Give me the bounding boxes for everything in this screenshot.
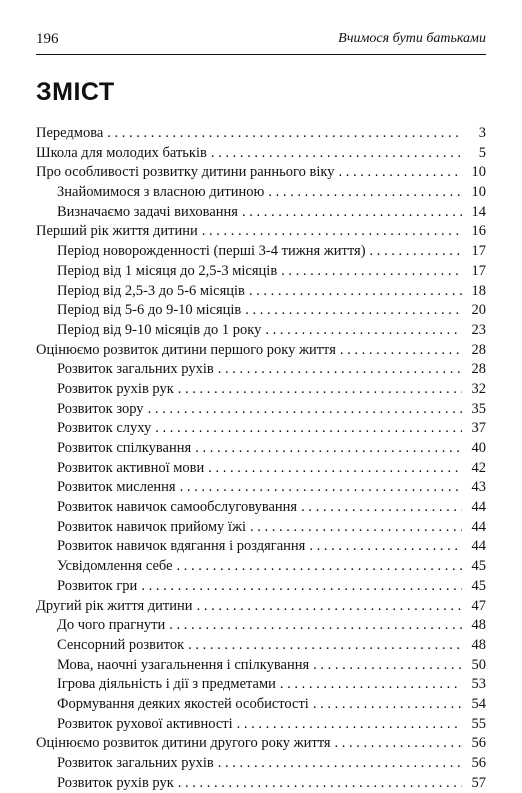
toc-entry[interactable] xyxy=(36,695,486,715)
dot-leader xyxy=(309,537,462,557)
toc-entry-title: Період новорожденності (перші 3-4 тижня життя) xyxy=(57,243,366,260)
toc-entry-page: 53 xyxy=(471,676,486,693)
dot-leader xyxy=(340,341,462,361)
table-of-contents xyxy=(36,124,486,793)
dot-leader xyxy=(242,203,462,223)
toc-entry-title: Ігрова діяльність і дії з предметами xyxy=(57,676,276,693)
toc-entry[interactable] xyxy=(36,321,486,341)
toc-entry-title: Період від 5-6 до 9-10 місяців xyxy=(57,302,242,319)
toc-entry-page: 45 xyxy=(471,558,486,575)
dot-leader xyxy=(249,282,462,302)
toc-entry-title: Перший рік життя дитини xyxy=(36,223,198,240)
toc-entry-page: 40 xyxy=(471,440,486,456)
toc-entry[interactable] xyxy=(36,222,486,242)
dot-leader xyxy=(245,301,462,321)
toc-entry-title: Про особливості розвитку дитини раннього віку xyxy=(36,164,335,181)
toc-entry[interactable] xyxy=(36,341,486,361)
toc-entry[interactable] xyxy=(36,242,486,262)
toc-entry-title: Розвиток зору xyxy=(57,400,144,417)
toc-entry-title: Розвиток рухової активності xyxy=(57,715,233,732)
toc-entry-page: 32 xyxy=(471,380,486,397)
toc-entry-page: 28 xyxy=(471,361,486,378)
toc-entry[interactable] xyxy=(36,675,486,695)
dot-leader xyxy=(141,577,462,597)
page-number: 196 xyxy=(36,31,59,47)
dot-leader xyxy=(180,478,462,498)
toc-entry-page: 23 xyxy=(471,321,486,338)
toc-entry-page: 17 xyxy=(471,262,486,279)
toc-entry-title: Розвиток мислення xyxy=(57,479,176,496)
dot-leader xyxy=(237,715,462,735)
toc-entry-title: Період від 1 місяця до 2,5-3 місяців xyxy=(57,262,278,279)
toc-entry-page: 50 xyxy=(471,656,486,673)
toc-entry-page: 10 xyxy=(471,184,486,201)
toc-entry-title: Визначаємо задачі виховання xyxy=(57,203,238,220)
toc-entry[interactable] xyxy=(36,282,486,302)
dot-leader xyxy=(208,459,462,479)
dot-leader xyxy=(178,774,462,793)
toc-entry[interactable] xyxy=(36,419,486,439)
page-header xyxy=(36,28,486,55)
toc-entry[interactable] xyxy=(36,163,486,183)
toc-entry-page: 28 xyxy=(471,341,486,358)
toc-entry-title: Оцінюємо розвиток дитини другого року життя xyxy=(36,735,331,752)
toc-entry-title: Оцінюємо розвиток дитини першого року життя xyxy=(36,341,336,358)
toc-entry-title: Мова, наочні узагальнення і спілкування xyxy=(57,656,310,673)
toc-entry-title: Період від 9-10 місяців до 1 року xyxy=(57,321,262,338)
toc-entry[interactable] xyxy=(36,597,486,617)
dot-leader xyxy=(280,675,462,695)
toc-entry[interactable] xyxy=(36,774,486,793)
toc-entry-title: Розвиток загальних рухів xyxy=(57,755,214,771)
toc-entry-title: Розвиток гри xyxy=(57,577,138,594)
toc-entry-page: 57 xyxy=(471,774,486,791)
toc-entry-page: 56 xyxy=(471,755,486,771)
toc-entry-title: Розвиток слуху xyxy=(57,420,152,437)
toc-entry[interactable] xyxy=(36,498,486,518)
toc-entry[interactable] xyxy=(36,715,486,735)
toc-entry-title: Знайомимося з власною дитиною xyxy=(57,184,265,201)
toc-entry[interactable] xyxy=(36,734,486,754)
toc-entry-title: Розвиток спілкування xyxy=(57,440,192,456)
toc-entry-page: 44 xyxy=(471,538,486,555)
toc-entry-page: 44 xyxy=(471,499,486,516)
toc-entry-title: Розвиток рухів рук xyxy=(57,380,174,397)
toc-entry-title: Розвиток навичок вдягання і роздягання xyxy=(57,538,306,555)
dot-leader xyxy=(218,754,462,774)
toc-entry-title: Формування деяких якостей особистості xyxy=(57,695,309,712)
dot-leader xyxy=(265,321,462,341)
toc-entry-title: Розвиток активної мови xyxy=(57,459,205,476)
dot-leader xyxy=(148,400,462,420)
dot-leader xyxy=(370,242,462,262)
toc-entry[interactable] xyxy=(36,478,486,498)
dot-leader xyxy=(107,124,462,144)
toc-entry[interactable] xyxy=(36,656,486,676)
toc-entry-page: 16 xyxy=(471,223,486,240)
dot-leader xyxy=(195,439,462,459)
toc-entry[interactable] xyxy=(36,301,486,321)
dot-leader xyxy=(177,557,462,577)
toc-entry-page: 56 xyxy=(471,735,486,752)
toc-entry-page: 47 xyxy=(471,597,486,614)
toc-entry-page: 44 xyxy=(471,518,486,535)
toc-entry-page: 20 xyxy=(471,302,486,319)
toc-entry-title: Школа для молодих батьків xyxy=(36,144,207,161)
toc-entry-title: Сенсорний розвиток xyxy=(57,636,185,653)
toc-entry[interactable] xyxy=(36,124,486,144)
toc-entry[interactable] xyxy=(36,380,486,400)
toc-entry-page: 43 xyxy=(471,479,486,496)
toc-entry-page: 5 xyxy=(478,144,486,161)
running-title: Вчимося бути батьками xyxy=(338,31,486,46)
toc-entry-title: Розвиток навичок самообслуговування xyxy=(57,499,298,516)
toc-entry-page: 42 xyxy=(471,459,486,476)
dot-leader xyxy=(197,597,462,617)
dot-leader xyxy=(313,695,462,715)
toc-entry[interactable] xyxy=(36,400,486,420)
toc-entry[interactable] xyxy=(36,616,486,636)
toc-entry-page: 37 xyxy=(471,420,486,437)
dot-leader xyxy=(338,163,462,183)
toc-entry[interactable] xyxy=(36,203,486,223)
dot-leader xyxy=(202,222,462,242)
dot-leader xyxy=(178,380,462,400)
toc-entry[interactable] xyxy=(36,360,486,380)
toc-entry-page: 10 xyxy=(471,164,486,181)
toc-entry-page: 45 xyxy=(471,577,486,594)
toc-entry[interactable] xyxy=(36,636,486,656)
dot-leader xyxy=(268,183,462,203)
toc-entry[interactable] xyxy=(36,144,486,164)
dot-leader xyxy=(335,734,462,754)
toc-entry-page: 48 xyxy=(471,617,486,634)
toc-entry[interactable] xyxy=(36,439,486,459)
toc-entry-page: 48 xyxy=(471,636,486,653)
toc-entry-title: До чого прагнути xyxy=(57,617,166,634)
dot-leader xyxy=(313,656,462,676)
toc-entry-page: 55 xyxy=(471,715,486,732)
dot-leader xyxy=(301,498,462,518)
dot-leader xyxy=(281,262,462,282)
toc-entry-title: Передмова xyxy=(36,125,104,141)
toc-entry-page: 17 xyxy=(471,243,486,260)
toc-entry-title: Усвідомлення себе xyxy=(57,558,173,575)
toc-entry-page: 35 xyxy=(471,400,486,417)
toc-entry-title: Розвиток рухів рук xyxy=(57,774,174,791)
toc-entry[interactable] xyxy=(36,557,486,577)
toc-entry[interactable] xyxy=(36,183,486,203)
dot-leader xyxy=(250,518,462,538)
toc-entry-page: 18 xyxy=(471,282,486,299)
toc-entry-page: 3 xyxy=(478,125,486,141)
toc-entry-page: 54 xyxy=(471,695,486,712)
toc-entry-page: 14 xyxy=(471,203,486,220)
toc-entry-title: Розвиток навичок прийому їжі xyxy=(57,518,246,535)
dot-leader xyxy=(155,419,462,439)
toc-title: ЗМІСТ xyxy=(36,78,115,106)
dot-leader xyxy=(169,616,462,636)
toc-entry[interactable] xyxy=(36,577,486,597)
toc-entry[interactable] xyxy=(36,262,486,282)
dot-leader xyxy=(211,144,462,164)
dot-leader xyxy=(218,360,462,380)
toc-entry[interactable] xyxy=(36,518,486,538)
toc-entry[interactable] xyxy=(36,459,486,479)
toc-entry-title: Другий рік життя дитини xyxy=(36,597,193,614)
toc-entry[interactable] xyxy=(36,754,486,774)
toc-entry[interactable] xyxy=(36,537,486,557)
dot-leader xyxy=(188,636,462,656)
toc-entry-title: Розвиток загальних рухів xyxy=(57,361,214,378)
toc-entry-title: Період від 2,5-3 до 5-6 місяців xyxy=(57,282,245,299)
